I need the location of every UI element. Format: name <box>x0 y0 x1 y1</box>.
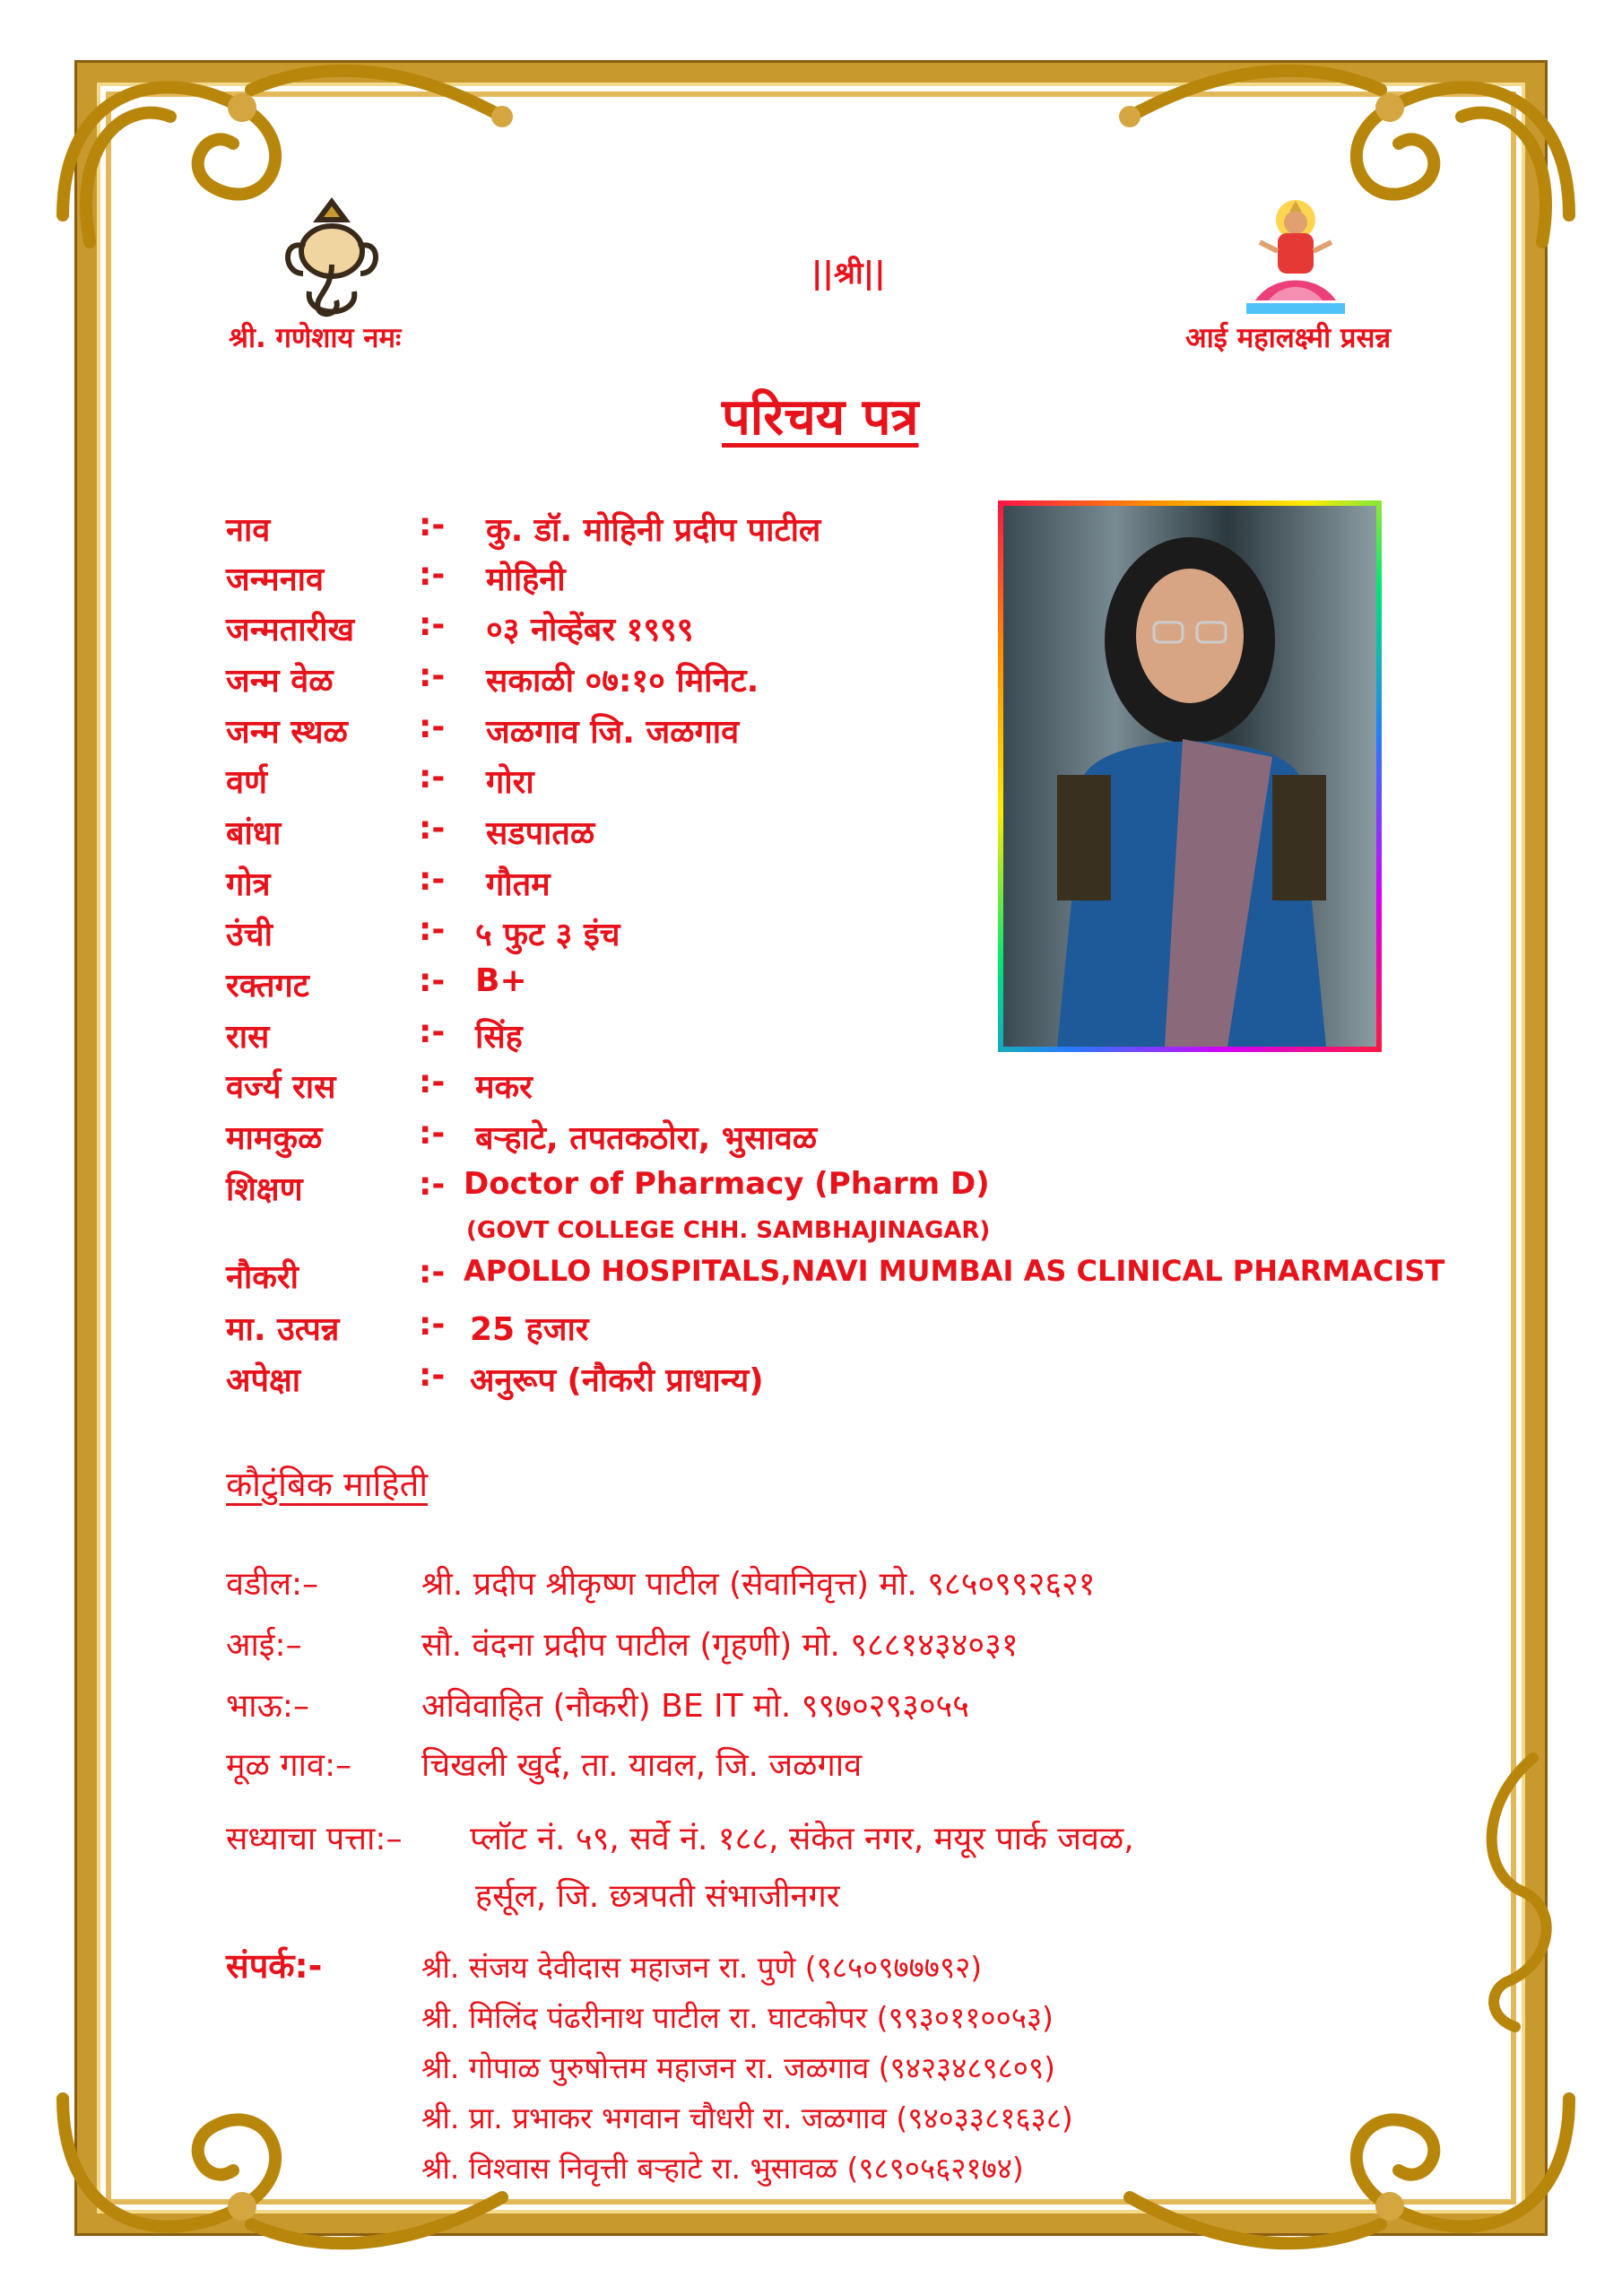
detail-label: उंची <box>226 917 273 953</box>
detail-value: ५ फुट ३ इंच <box>475 917 620 953</box>
family-label: आई:– <box>226 1627 302 1664</box>
side-ornament-right <box>1470 1749 1569 2036</box>
detail-label: शिक्षण <box>226 1171 303 1208</box>
detail-label: रक्तगट <box>226 968 309 1004</box>
detail-label: वर्ण <box>226 764 268 801</box>
detail-value: Doctor of Pharmacy (Pharm D) <box>464 1166 990 1202</box>
contact-item: श्री. गोपाळ पुरुषोत्तम महाजन रा. जळगाव (९४२३४८९८०९) <box>421 2050 1055 2085</box>
family-label: सध्याचा पत्ता:– <box>226 1821 403 1857</box>
detail-label: वर्ज्य रास <box>226 1069 336 1106</box>
contact-item: श्री. विश्वास निवृत्ती बऱ्हाटे रा. भुसावळ (९८९०५६२१७४) <box>421 2151 1024 2186</box>
contact-item: श्री. संजय देवीदास महाजन रा. पुणे (९८५०९७७७९२) <box>421 1950 983 1985</box>
detail-separator: :- <box>419 861 446 898</box>
detail-value: मकर <box>475 1069 533 1106</box>
detail-label: अपेक्षा <box>226 1362 301 1399</box>
detail-separator: :- <box>419 657 446 694</box>
detail-label: जन्म वेळ <box>226 663 334 700</box>
detail-separator: :- <box>419 911 446 948</box>
detail-separator: :- <box>419 1115 446 1152</box>
detail-label: जन्मनाव <box>226 561 325 598</box>
detail-value: अनुरूप (नौकरी प्राधान्य) <box>470 1362 764 1399</box>
detail-value: कु. डॉ. मोहिनी प्रदीप पाटील <box>486 512 821 549</box>
header-right-blessing: आई महालक्ष्मी प्रसन्न <box>1185 322 1392 354</box>
family-value: प्लॉट नं. ५९, सर्वे नं. १८८, संकेत नगर, मयूर पार्क जवळ, <box>470 1821 1134 1857</box>
detail-separator: :- <box>419 1306 446 1343</box>
family-value: सौ. वंदना प्रदीप पाटील (गृहणी) मो. ९८८१४३४०३१ <box>421 1627 1019 1664</box>
portrait-photo <box>998 500 1382 1052</box>
family-value: श्री. प्रदीप श्रीकृष्ण पाटील (सेवानिवृत्त) मो. ९८५०९९२६२१ <box>421 1566 1096 1603</box>
detail-label: मामकुळ <box>226 1120 323 1157</box>
detail-value: बऱ्हाटे, तपतकठोरा, भुसावळ <box>475 1120 818 1157</box>
family-value: चिखली खुर्द, ता. यावल, जि. जळगाव <box>421 1747 863 1784</box>
detail-label: जन्मतारीख <box>226 612 355 648</box>
contacts-label: संपर्क:- <box>226 1946 323 1986</box>
family-heading: कौटुंबिक माहिती <box>226 1465 429 1504</box>
detail-value: सडपातळ <box>486 815 595 852</box>
detail-value: ०३ नोव्हेंबर १९९९ <box>486 612 694 648</box>
detail-value: गोरा <box>486 764 534 801</box>
contact-item: श्री. प्रा. प्रभाकर भगवान चौधरी रा. जळगाव (९४०३३८१६३८) <box>421 2100 1073 2135</box>
detail-value: B+ <box>475 962 527 999</box>
detail-label: जन्म स्थळ <box>226 714 348 751</box>
detail-separator: :- <box>419 759 446 796</box>
detail-separator: :- <box>419 1064 446 1100</box>
detail-label: रास <box>226 1019 270 1056</box>
detail-separator: :- <box>419 556 446 593</box>
family-label: वडील:– <box>226 1566 319 1603</box>
page-title: परिचय पत्र <box>722 388 919 447</box>
header-left-blessing: श्री. गणेशाय नमः <box>229 322 402 354</box>
detail-separator: :- <box>419 507 446 544</box>
detail-subvalue: (GOVT COLLEGE CHH. SAMBHAJINAGAR) <box>466 1217 991 1244</box>
detail-label: नाव <box>226 512 271 549</box>
detail-value: APOLLO HOSPITALS,NAVI MUMBAI AS CLINICAL PHARMACIST <box>464 1254 1445 1288</box>
family-label: मूळ गाव:– <box>226 1747 352 1784</box>
family-address-line-2: हर्सूल, जि. छत्रपती संभाजीनगर <box>475 1878 840 1915</box>
detail-label: नौकरी <box>226 1259 299 1296</box>
detail-value: जळगाव जि. जळगाव <box>486 714 740 751</box>
detail-value: सकाळी ०७:१० मिनिट. <box>486 663 759 700</box>
detail-separator: :- <box>419 810 446 847</box>
detail-value: 25 हजार <box>470 1311 589 1348</box>
contact-item: श्री. मिलिंद पंढरीनाथ पाटील रा. घाटकोपर (९९३०११००५३) <box>421 2000 1054 2035</box>
corner-ornament-top-right <box>1094 36 1596 251</box>
detail-separator: :- <box>419 606 446 643</box>
lakshmi-icon <box>1246 188 1345 318</box>
family-label: भाऊ:– <box>226 1688 310 1725</box>
detail-value: सिंह <box>475 1019 523 1056</box>
ganesha-icon <box>278 184 386 327</box>
detail-separator: :- <box>419 1013 446 1050</box>
detail-separator: :- <box>419 1254 446 1291</box>
detail-label: बांधा <box>226 815 282 852</box>
detail-value: मोहिनी <box>486 561 566 598</box>
detail-value: गौतम <box>486 866 551 903</box>
detail-separator: :- <box>419 709 446 745</box>
corner-ornament-bottom-right <box>1094 2063 1596 2278</box>
detail-separator: :- <box>419 1166 446 1203</box>
header-center-mark: ||श्री|| <box>811 256 886 291</box>
detail-label: गोत्र <box>226 866 271 903</box>
detail-separator: :- <box>419 1357 446 1394</box>
detail-label: मा. उत्पन्न <box>226 1311 340 1348</box>
family-value: अविवाहित (नौकरी) BE IT मो. ९९७०२९३०५५ <box>421 1688 969 1725</box>
detail-separator: :- <box>419 962 446 999</box>
